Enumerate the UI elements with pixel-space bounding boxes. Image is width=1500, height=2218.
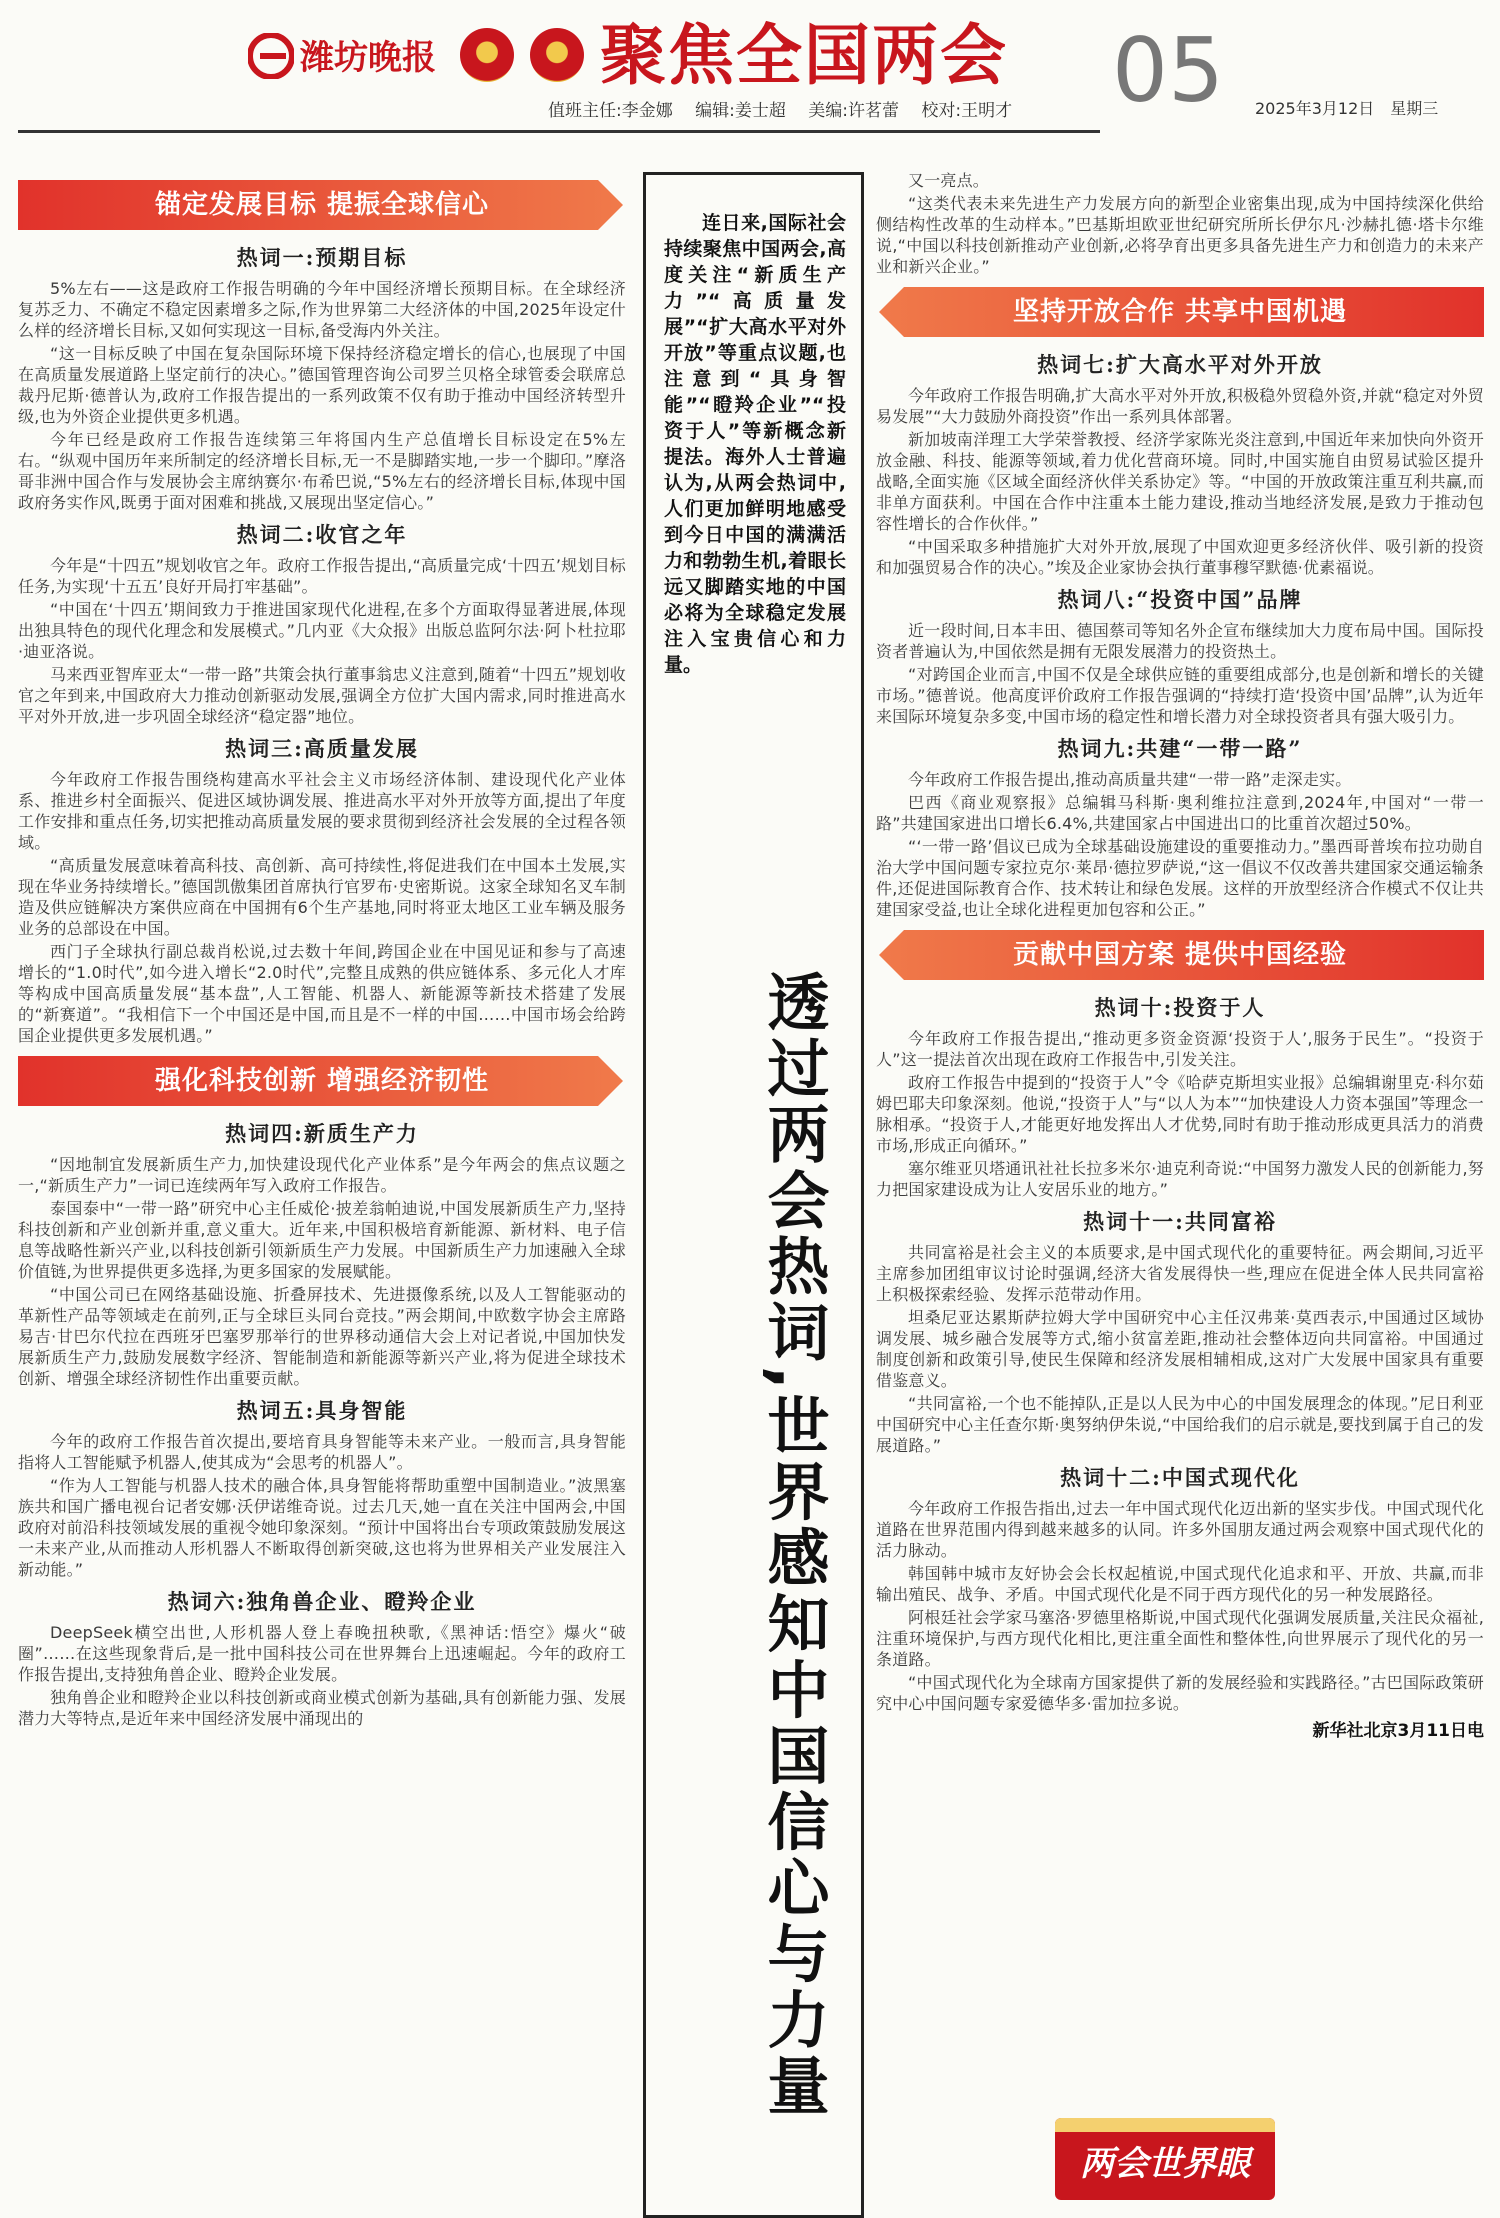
paragraph: 今年已经是政府工作报告连续第三年将国内生产总值增长目标设定在5%左右。“纵观中国历年来所制定的经济增长目标,无一不是脚踏实地,一步一个脚印。”摩洛哥非洲中国合作与发展协会主席纳赛尔·布希巴说,“5%左右的经济增长目标,体现中国政府务实作风,既勇于面对困难和挑战,又展现出坚定信心。” — [18, 430, 626, 512]
paragraph: “共同富裕,一个也不能掉队,正是以人民为中心的中国发展理念的体现。”尼日利亚中国研究中心主任查尔斯·奥努纳伊朱说,“中国给我们的启示就是,要找到属于自己的发展道路。” — [876, 1394, 1484, 1455]
right-column — [876, 170, 1484, 2110]
feature-title: 透过两会热词,世界感知中国信心与力量 — [757, 970, 830, 2120]
cppcc-emblem-icon — [530, 28, 584, 82]
hotword-heading: 热词二:收官之年 — [236, 522, 408, 547]
column-badge — [1055, 2118, 1275, 2200]
feature-box — [643, 172, 864, 2218]
paragraph: 泰国泰中“一带一路”研究中心主任威伦·披差翁帕迪说,中国发展新质生产力,坚持科技创新和产业创新并重,意义重大。近年来,中国积极培育新能源、新材料、电子信息等战略性新兴产业,以科技创新引领新质生产力发展。中国新质生产力加速融入全球价值链,为世界提供更多选择,为更多国家的发展赋能。 — [18, 1199, 626, 1281]
paragraph: “中国式现代化为全球南方国家提供了新的发展经验和实践路径。”古巴国际政策研究中心中国问题专家爱德华多·雷加拉多说。 — [876, 1673, 1484, 1713]
paragraph: 坦桑尼亚达累斯萨拉姆大学中国研究中心主任汉弗莱·莫西表示,中国通过区域协调发展、城乡融合发展等方式,缩小贫富差距,推动社会整体迈向共同富裕。中国通过制度创新和政策引导,使民生保障和经济发展相辅相成,这对广大发展中国家具有重要借鉴意义。 — [876, 1308, 1484, 1390]
paragraph: 阿根廷社会学家马塞洛·罗德里格斯说,中国式现代化强调发展质量,关注民众福祉,注重环境保护,与西方现代化相比,更注重全面性和整体性,向世界展示了现代化的另一条道路。 — [876, 1608, 1484, 1669]
banner-text: 强化科技创新 增强经济韧性 — [154, 1066, 490, 1096]
hotword-heading: 热词五:具身智能 — [236, 1398, 408, 1423]
paragraph: 5%左右——这是政府工作报告明确的今年中国经济增长预期目标。在全球经济复苏乏力、不确定不稳定因素增多之际,作为世界第二大经济体的中国,2025年设定什么样的经济增长目标,又如何实现这一目标,备受海内外关注。 — [18, 279, 626, 340]
hotword-heading: 热词十二:中国式现代化 — [1060, 1465, 1300, 1490]
paragraph: DeepSeek横空出世,人形机器人登上春晚扭秧歌,《黑神话:悟空》爆火“破圈”……在这些现象背后,是一批中国科技公司在世界舞台上迅速崛起。今年的政府工作报告提出,支持独角兽企业、瞪羚企业发展。 — [18, 1623, 626, 1684]
paragraph: 政府工作报告中提到的“投资于人”令《哈萨克斯坦实业报》总编辑谢里克·科尔茹姆巴耶夫印象深刻。他说,“投资于人”与“以人为本”“加快建设人力资本强国”等理念一脉相承。“投资于人,才能更好地发挥出人才优势,同时有助于推动形成更具活力的消费市场,形成正向循环。” — [876, 1073, 1484, 1155]
hotword-heading: 热词十:投资于人 — [1094, 995, 1266, 1020]
hotword-heading: 热词七:扩大高水平对外开放 — [1037, 352, 1323, 377]
hotword-heading: 热词一:预期目标 — [236, 245, 408, 270]
paragraph: 今年政府工作报告围绕构建高水平社会主义市场经济体制、建设现代化产业体系、推进乡村全面振兴、促进区域协调发展、推进高水平对外开放等方面,提出了年度工作安排和重点任务,切实把推动高质量发展的要求贯彻到经济社会发展的全过程各领域。 — [18, 770, 626, 852]
badge-stripe — [1055, 2118, 1275, 2132]
editor-credits: 值班主任:李金娜 编辑:姜士超 美编:许茗蕾 校对:王明才 — [548, 101, 1013, 121]
section-banner-goals — [18, 180, 626, 230]
hotword-heading: 热词六:独角兽企业、瞪羚企业 — [167, 1589, 477, 1614]
paragraph: “因地制宜发展新质生产力,加快建设现代化产业体系”是今年两会的焦点议题之一,“新质生产力”一词已连续两年写入政府工作报告。 — [18, 1155, 626, 1195]
banner-text: 锚定发展目标 提振全球信心 — [154, 190, 490, 220]
national-emblem-icon — [460, 28, 514, 82]
section-banner-contribution — [876, 930, 1484, 980]
paragraph: “作为人工智能与机器人技术的融合体,具身智能将帮助重塑中国制造业。”波黑塞族共和国广播电视台记者安娜·沃伊诺维奇说。过去几天,她一直在关注中国两会,中国政府对前沿科技领域发展的重视令她印象深刻。“预计中国将出台专项政策鼓励发展这一未来产业,从而推动人形机器人不断取得创新突破,这也将为世界相关产业发展注入新动能。” — [18, 1476, 626, 1579]
hotword-heading: 热词八:“投资中国”品牌 — [1057, 587, 1303, 612]
banner-text: 贡献中国方案 提供中国经验 — [1012, 940, 1348, 970]
paragraph: “中国在‘十四五’期间致力于推进国家现代化进程,在多个方面取得显著进展,体现出独具特色的现代化理念和发展模式。”几内亚《大众报》出版总监阿尔法·阿卜杜拉耶·迪亚洛说。 — [18, 600, 626, 661]
paragraph: 马来西亚智库亚太“一带一路”共策会执行董事翁忠义注意到,随着“十四五”规划收官之年到来,中国政府大力推动创新驱动发展,强调全方位扩大国内需求,同时推进高水平对外开放,进一步巩固全球经济“稳定器”地位。 — [18, 665, 626, 726]
paragraph: 独角兽企业和瞪羚企业以科技创新或商业模式创新为基础,具有创新能力强、发展潜力大等特点,是近年来中国经济发展中涌现出的 — [18, 1688, 626, 1728]
paragraph: 今年政府工作报告提出,“推动更多资金资源‘投资于人’,服务于民生”。“投资于人”这一提法首次出现在政府工作报告中,引发关注。 — [876, 1029, 1484, 1069]
section-banner-innovation — [18, 1056, 626, 1106]
section-banner-opening — [876, 287, 1484, 337]
byline: 新华社北京3月11日电 — [1312, 1721, 1484, 1741]
hotword-heading: 热词十一:共同富裕 — [1083, 1209, 1277, 1234]
page-number: 05 — [1112, 19, 1224, 122]
paragraph: 韩国韩中城市友好协会会长权起植说,中国式现代化追求和平、开放、共赢,而非输出殖民、战争、矛盾。中国式现代化是不同于西方现代化的另一种发展路径。 — [876, 1564, 1484, 1604]
paragraph: “中国采取多种措施扩大对外开放,展现了中国欢迎更多经济伙伴、吸引新的投资和加强贸易合作的决心。”埃及企业家协会执行董事穆罕默德·优素福说。 — [876, 537, 1484, 577]
left-column — [18, 180, 626, 2210]
paragraph: 又一亮点。 — [908, 171, 990, 190]
paragraph: 今年政府工作报告提出,推动高质量共建“一带一路”走深走实。 — [908, 770, 1352, 789]
newspaper-logo-icon — [248, 33, 294, 79]
masthead — [0, 0, 1500, 135]
paragraph: 近一段时间,日本丰田、德国蔡司等知名外企宣布继续加大力度布局中国。国际投资者普遍认为,中国依然是拥有无限发展潜力的投资热土。 — [876, 621, 1484, 661]
issue-date: 2025年3月12日 星期三 — [1255, 99, 1439, 118]
paragraph: “高质量发展意味着高科技、高创新、高可持续性,将促进我们在中国本土发展,实现在华业务持续增长。”德国凯傲集团首席执行官罗布·史密斯说。这家全球知名叉车制造及供应链解决方案供应商在中国拥有6个生产基地,同时将亚太地区工业车辆及服务业务的总部设在中国。 — [18, 856, 626, 938]
newspaper-name: 潍坊晚报 — [300, 38, 436, 78]
paragraph: “这一目标反映了中国在复杂国际环境下保持经济稳定增长的信心,也展现了中国在高质量发展道路上坚定前行的决心。”德国管理咨询公司罗兰贝格全球管委会联席总裁丹尼斯·德普认为,政府工作报告提出的一系列政策不仅有助于推动中国经济转型升级,也为外资企业提供更多机遇。 — [18, 344, 626, 426]
hotword-heading: 热词四:新质生产力 — [225, 1121, 419, 1146]
paragraph: “这类代表未来先进生产力发展方向的新型企业密集出现,成为中国持续深化供给侧结构性改革的生动样本。”巴基斯坦欧亚世纪研究所所长伊尔凡·沙赫扎德·塔卡尔维说,“中国以科技创新推动产业创新,必将孕育出更多具备先进生产力和创造力的未来产业和新兴企业。” — [876, 194, 1484, 276]
badge-text: 两会世界眼 — [1080, 2144, 1250, 2184]
paragraph: “中国公司已在网络基础设施、折叠屏技术、先进摄像系统,以及人工智能驱动的革新性产品等领域走在前列,正与全球巨头同台竞技。”两会期间,中欧数字协会主席路易吉·甘巴尔代拉在西班牙巴塞罗那举行的世界移动通信大会上对记者说,中国加快发展新质生产力,鼓励发展数字经济、智能制造和新能源等新兴产业,将为促进全球技术创新、增强全球经济韧性作出重要贡献。 — [18, 1285, 626, 1388]
paragraph: 今年的政府工作报告首次提出,要培育具身智能等未来产业。一般而言,具身智能指将人工智能赋予机器人,使其成为“会思考的机器人”。 — [18, 1432, 626, 1472]
paragraph: 今年政府工作报告明确,扩大高水平对外开放,积极稳外贸稳外资,并就“稳定对外贸易发展”“大力鼓励外商投资”作出一系列具体部署。 — [876, 386, 1484, 426]
paragraph: “‘一带一路’倡议已成为全球基础设施建设的重要推动力。”墨西哥普埃布拉功勋自治大学中国问题专家拉克尔·莱昂·德拉罗萨说,“这一倡议不仅改善共建国家交通运输条件,还促进国际教育合作、技术转让和绿色发展。这样的开放型经济合作模式不仅让共建国家受益,也让全球化进程更加包容和公正。” — [876, 837, 1484, 919]
paragraph: 新加坡南洋理工大学荣誉教授、经济学家陈光炎注意到,中国近年来加快向外资开放金融、科技、能源等领域,着力优化营商环境。同时,中国实施自由贸易试验区提升战略,全面实施《区域全面经济伙伴关系协定》等。“中国的开放政策注重互利共赢,而非单方面获利。中国在合作中注重本土能力建设,推动当地经济发展,是致力于推动包容性增长的合作伙伴。” — [876, 430, 1484, 533]
banner-text: 坚持开放合作 共享中国机遇 — [1012, 297, 1348, 327]
section-title: 聚焦全国两会 — [600, 17, 1008, 94]
paragraph: 今年政府工作报告指出,过去一年中国式现代化迈出新的坚实步伐。中国式现代化道路在世界范围内得到越来越多的认同。许多外国朋友通过两会观察中国式现代化的活力脉动。 — [876, 1499, 1484, 1560]
masthead-rule — [18, 130, 1100, 133]
paragraph: “对跨国企业而言,中国不仅是全球供应链的重要组成部分,也是创新和增长的关键市场。”德普说。他高度评价政府工作报告强调的“持续打造‘投资中国’品牌”,认为近年来国际环境复杂多变,中国市场的稳定性和增长潜力对全球投资者具有强大吸引力。 — [876, 665, 1484, 726]
paragraph: 共同富裕是社会主义的本质要求,是中国式现代化的重要特征。两会期间,习近平主席参加团组审议讨论时强调,经济大省发展得快一些,理应在促进全体人民共同富裕上积极探索经验、发挥示范带动作用。 — [876, 1243, 1484, 1304]
feature-intro: 连日来,国际社会持续聚焦中国两会,高度关注“新质生产力”“高质量发展”“扩大高水平对外开放”等重点议题,也注意到“具身智能”“瞪羚企业”“投资于人”等新概念新提法。海外人士普遍认为,从两会热词中,人们更加鲜明地感受到今日中国的满满活力和勃勃生机,着眼长远又脚踏实地的中国必将为全球稳定发展注入宝贵信心和力量。 — [664, 212, 846, 676]
hotword-heading: 热词九:共建“一带一路” — [1057, 736, 1303, 761]
paragraph: 塞尔维亚贝塔通讯社社长拉多米尔·迪克利奇说:“中国努力激发人民的创新能力,努力把国家建设成为让人安居乐业的地方。” — [876, 1159, 1484, 1199]
paragraph: 巴西《商业观察报》总编辑马科斯·奥利维拉注意到,2024年,中国对“一带一路”共建国家进出口增长6.4%,共建国家占中国进出口的比重首次超过50%。 — [876, 793, 1484, 833]
paragraph: 西门子全球执行副总裁肖松说,过去数十年间,跨国企业在中国见证和参与了高速增长的“1.0时代”,如今进入增长“2.0时代”,完整且成熟的供应链体系、多元化人才库等构成中国高质量发展“基本盘”,人工智能、机器人、新能源等新技术搭建了发展的“新赛道”。“我相信下一个中国还是中国,而且是不一样的中国……中国市场会给跨国企业提供更多发展机遇。” — [18, 942, 626, 1045]
hotword-heading: 热词三:高质量发展 — [225, 736, 419, 761]
paragraph: 今年是“十四五”规划收官之年。政府工作报告提出,“高质量完成‘十四五’规划目标任务,为实现‘十五五’良好开局打牢基础”。 — [18, 556, 626, 596]
